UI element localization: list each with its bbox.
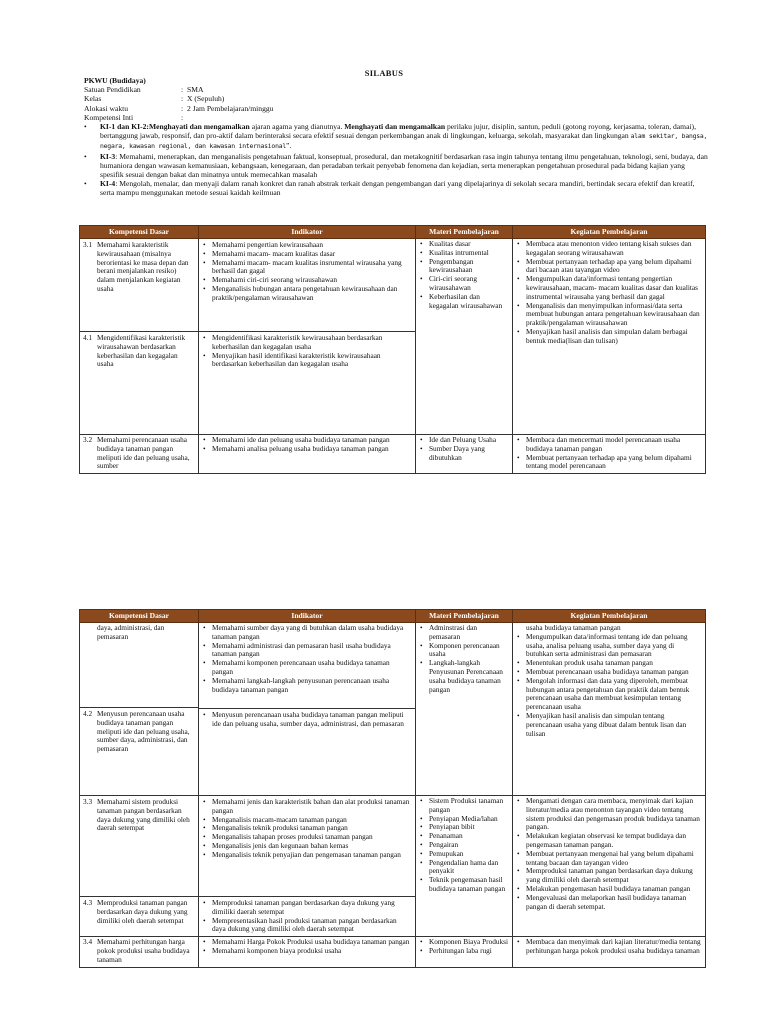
list-item: • Adminstrasi dan pemasaran [419,624,509,642]
list-item: • Menyusun perencanaan usaha budidaya tanaman pangan meliputi ide dan peluang usaha, sumber daya, administrasi, dan pemasaran [202,711,412,729]
list-item: • Penyiapan Media/lahan [419,815,509,824]
col-indikator: Indikator [199,610,416,623]
list-item: • Teknik pengemasan hasil budidaya tanaman pangan [419,876,509,894]
col-kegiatan: Kegiatan Pembelajaran [513,610,706,623]
document-title: SILABUS [364,68,404,78]
list-item: • Mempresentasikan hasil produksi tanaman pangan berdasarkan daya dukung yang dimiliki oleh daerah setempat [202,917,412,935]
list-item: • Penyiapan bibit [419,823,509,832]
list-item: • Mengolah informasi dan data yang diperoleh, membuat hubungan antara pengetahuan dan praktik dalam bentuk perencanaan usaha dan membuat kesimpulan tentang perencanaan usaha [516,677,702,712]
list-item: • Kualitas intrumental [419,249,509,258]
list-item: • Memproduksi tanaman pangan berdasarkan daya dukung yang dimiliki oleh daerah setempat [516,867,702,885]
silabus-table-1 [79,225,706,474]
materi-cell [416,937,513,967]
list-item: • Membaca atau menonton video tentang kisah sukses dan kegagalan seorang wirausahawan [516,240,702,258]
meta-row: Alokasi waktu : 2 Jam Pembelajaran/minggu [84,103,274,113]
list-item: • Memahami Harga Pokok Produksi usaha budidaya tanaman pangan [202,938,412,947]
list-item: • Menyajikan hasil analisis dan simpulan tentang perencanaan usaha yang dibuat dalam bentuk lisan dan tulisan [516,712,702,738]
table-row [80,435,706,474]
silabus-table-2 [79,609,706,968]
list-item: • Komponen Biaya Produksi [419,938,509,947]
list-item: • Memahami ciri-ciri seorang wirausahawan [202,276,412,285]
kd-cell: 3.1 Memahami karakteristik kewirausahaan (misalnya berorientasi ke masa depan dan berani menjalankan resiko) dalam menjalankan kegiatan usaha 4.1 Mengidentifikasi karakteristik wirausahawan berdasarkan keberhasilan dan kegagalan usaha [80,239,199,435]
col-kompetensi-dasar: Kompetensi Dasar [80,226,199,239]
meta-row: Kompetensi Inti : [84,112,184,122]
list-item: • Pengembangan kewirausahaan [419,258,509,276]
list-item: • Mengidentifikasi karakteristik kewirausahaan berdasarkan keberhasilan dan kegagalan usaha [202,334,412,352]
indikator-cell [199,937,416,967]
list-item: • Menentukan produk usaha tanaman pangan [516,659,702,668]
list-item: • Menganalisis dan menyimpulkan informasi/data serta membuat hubungan antara pengetahuan kewirausahaan dan praktik/pengalaman wirausahawan [516,302,702,328]
list-item: • Memahami sumber daya yang di butuhkan dalam usaha budidaya tanaman pangan [202,624,412,642]
indikator-cell [199,239,416,435]
list-item: • Memahami langkah-langkah penyusunan perencanaan usaha budidaya tanaman pangan [202,677,412,695]
table-row [80,796,706,937]
list-item: • Melakukan kegiatan observasi ke tempat budidaya dan pengemasan tanaman pangan. [516,832,702,850]
kegiatan-cell [513,796,706,937]
table-row [80,239,706,435]
kd-cell: 3.4 Memahami perhitungan harga pokok produksi usaha budidaya tanaman [80,937,199,967]
list-item: • Mengumpulkan data/informasi tentang pengertian kewirausahaan, macam- macam kualitas dasar dan kualitas instrumental wirausaha yang berhasil dan gagal [516,275,702,301]
list-item: • Menganalisis teknik penyajian dan pengemasan tanaman pangan [202,851,412,860]
col-materi: Materi Pembelajaran [416,610,513,623]
list-item: • Penanaman [419,832,509,841]
list-item: • Melakukan pengemasan hasil budidaya tanaman pangan [516,885,702,894]
ki-3: • KI-3: Memahami, menerapkan, dan menganalisis pengetahuan faktual, konseptual, prosedural, dan metakognitif berdasarkan rasa ingin tahunya tentang ilmu pengetahuan, teknologi, seni, budaya, dan humaniora dengan wawasan kemanusiaan, kebangsaan, kenegaraan, dan peradaban terkait penyebab fenomena dan kejadian, serta menerapkan pengetahuan prosedural pada bidang kajian yang spesifik sesuai dengan bakat dan minatnya untuk memecahkan masalah [84,151,708,180]
kegiatan-cell: usaha budidaya tanaman pangan • Mengumpulkan data/informasi tentang ide dan peluang usaha, analisa peluang usaha, sumber daya yang di butuhkan serta administrasi dan pemasaran • Menentukan produk usaha tanaman pangan • Membuat perencanaan usaha budidaya tanaman pangan • Mengolah informasi dan data yang diperoleh, membuat hubungan antara pengetahuan dan praktik dalam bentuk perencanaan usaha dan membuat kesimpulan tentang perencanaan usaha • Menyajikan hasil analisis dan simpulan tentang perencanaan usaha yang dibuat dalam bentuk lisan dan tulisan [513,623,706,796]
indikator-cell [199,796,416,937]
col-kompetensi-dasar: Kompetensi Dasar [80,610,199,623]
materi-cell [416,796,513,937]
list-item: • Membuat pertanyaan terhadap apa yang belum dipahami tentang model perencanaan [516,454,702,472]
list-item: • Memahami analisa peluang usaha budidaya tanaman pangan [202,445,412,454]
indikator-cell [199,623,416,796]
list-item: • Ciri-ciri seorang wirausahawan [419,275,509,293]
list-item: • Mengevaluasi dan melaporkan hasil budidaya tanaman pangan di daerah setempat. [516,894,702,912]
materi-cell [416,435,513,474]
list-item: • Pengendalian hama dan penyakit [419,859,509,877]
subject-title: PKWU (Budidaya) [84,76,146,85]
kd-cell: 3.2 Memahami perencanaan usaha budidaya tanaman pangan meliputi ide dan peluang usaha, sumber [80,435,199,474]
list-item: • Memahami jenis dan karakteristik bahan dan alat produksi tanaman pangan [202,798,412,816]
list-item: • Menganalisis jenis dan kegunaan bahan kemas [202,842,412,851]
meta-row: Kelas : X (Sepuluh) [84,94,225,104]
ki-4: • KI-4: Mengolah, menalar, dan menyaji dalam ranah konkret dan ranah abstrak terkait dengan pengembangan dari yang dipelajarinya di sekolah secara mandiri, bertindak secara efektif dan kreatif, serta mampu menggunakan metode sesuai kaidah keilmuan [84,179,695,198]
list-item: • Memahami pengertian kewirausahaan [202,241,412,250]
list-item: • Memahami ide dan peluang usaha budidaya tanaman pangan [202,436,412,445]
list-item: • Mengumpulkan data/informasi tentang ide dan peluang usaha, analisa peluang usaha, sumber daya yang di butuhkan serta administrasi dan pemasaran [516,633,702,659]
kompetensi-inti-list [84,122,709,198]
col-kegiatan: Kegiatan Pembelajaran [513,226,706,239]
list-item: • Menganalisis teknik produksi tanaman pangan [202,824,412,833]
list-item: • Komponen perencanaan usaha [419,642,509,660]
list-item: • Menganalisis tahapan proses produksi tanaman pangan [202,833,412,842]
table-header-row [80,610,706,623]
list-item: • Pengairan [419,841,509,850]
kegiatan-cell [513,239,706,435]
document-header [84,76,709,198]
list-item: • Menyajikan hasil identifikasi karakteristik kewirausahaan berdasarkan keberhasilan dan kegagalan usaha [202,352,412,370]
list-item: • Langkah-langkah Penyusunan Perencanaan usaha budidaya tanaman pangan [419,659,509,694]
col-materi: Materi Pembelajaran [416,226,513,239]
kegiatan-cell [513,937,706,967]
kd-cell: 3.3 Memahami sistem produksi tanaman pangan berdasarkan daya dukung yang dimiliki oleh daerah setempat 4.3 Memproduksi tanaman pangan berdasarkan daya dukung yang dimiliki oleh daerah setempat [80,796,199,937]
list-item: • Menganalisis hubungan antara pengetahuan kewirausahaan dan praktik/pengalaman wirausahawan [202,285,412,303]
list-item: • Menyajikan hasil analisis dan simpulan dalam berbagai bentuk media(lisan dan tulisan) [516,328,702,346]
list-item: • Pemupukan [419,850,509,859]
ki-1-2: • KI-1 dan KI-2:Menghayati dan mengamalkan ajaran agama yang dianutnya. Menghayati dan mengamalkan perilaku jujur, disiplin, santun, peduli (gotong royong, kerjasama, toleran, damai), bertanggung jawab, responsif, dan pro-aktif dalam berinteraksi secara efektif sesuai dengan perkembangan anak di lingkungan, keluarga, sekolah, masyarakat dan lingkungan alam sekitar, bangsa, negara, kawasan regional, dan kawasan internasional”. [84,122,708,151]
indikator-cell [199,435,416,474]
list-item: • Kualitas dasar [419,240,509,249]
list-item: • Memahami komponen perencanaan usaha budidaya tanaman pangan [202,659,412,677]
kd-cell: daya, administrasi, dan pemasaran 4.2 Menyusun perencanaan usaha budidaya tanaman pangan meliputi ide dan peluang usaha, sumber daya, administrasi, dan pemasaran [80,623,199,796]
table-header-row [80,226,706,239]
list-item: • Menganalisis macam-macam tanaman pangan [202,816,412,825]
list-item: • Ide dan Peluang Usaha [419,436,509,445]
list-item: • Membuat pertanyaan mengenai hal yang belum dipahami tentang bacaan dan tayangan video [516,850,702,868]
kegiatan-cell [513,435,706,474]
col-indikator: Indikator [199,226,416,239]
list-item: • Membaca dan mencermati model perencanaan usaha budidaya tanaman pangan [516,436,702,454]
list-item: • Mengamati dengan cara membaca, menyimak dari kajian literatur/media atau menonton tayangan video tentang sistem produksi dan pengemasan produk budidaya tanaman pangan. [516,797,702,832]
list-item: • Membuat perencanaan usaha budidaya tanaman pangan [516,668,702,677]
list-item: • Perhitungan laba rugi [419,947,509,956]
materi-cell [416,239,513,435]
list-item: • Membaca dan menyimak dari kajian literatur/media tentang perhitungan harga pokok produksi usaha budidaya tanaman [516,938,702,956]
materi-cell [416,623,513,796]
meta-row: Satuan Pendidikan : SMA [84,85,204,95]
list-item: • Memahami macam- macam kualitas dasar [202,250,412,259]
table-row [80,623,706,796]
list-item: • Memahami komponen biaya produksi usaha [202,947,412,956]
list-item: • Sumber Daya yang dibutuhkan [419,445,509,463]
list-item: • Memahami macam- macam kualitas insrumental wirausaha yang berhasil dan gagal [202,259,412,277]
list-item: • Memproduksi tanaman pangan berdasarkan daya dukung yang dimiliki daerah setempat [202,899,412,917]
list-item: • Keberhasilan dan kegagalan wirausahawan [419,293,509,311]
table-row [80,937,706,967]
list-item: • Memahami administrasi dan pemasaran hasil usaha budidaya tanaman pangan [202,642,412,660]
list-item: • Membuat pertanyaan terhadap apa yang belum dipahami dari bacaan atau tayangan video [516,258,702,276]
list-item: • Sistem Produksi tanaman pangan [419,797,509,815]
